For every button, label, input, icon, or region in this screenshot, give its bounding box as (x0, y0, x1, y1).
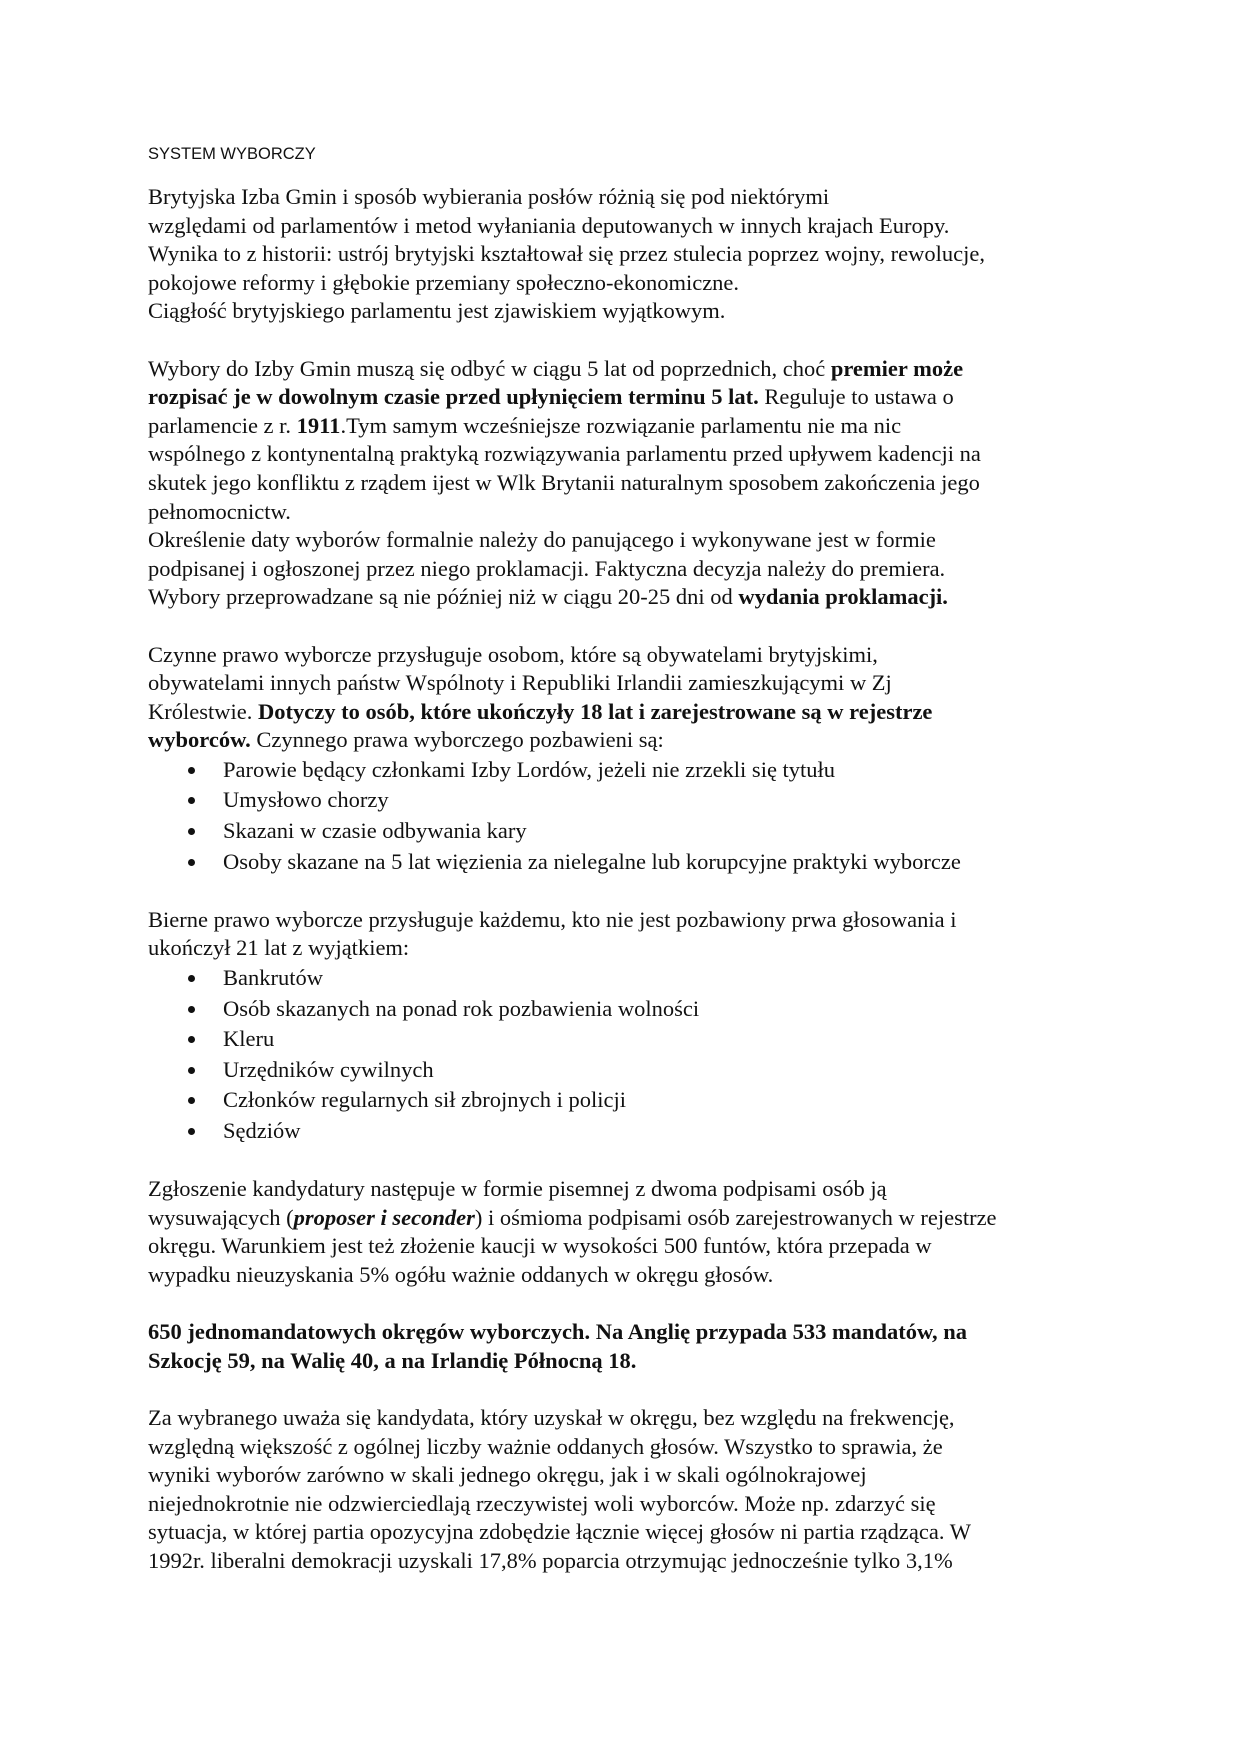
text-line: 650 jednomandatowych okręgów wyborczych. Na Anglię przypada 533 mandatów, na (148, 1319, 967, 1345)
paragraph-active-voting-rights (148, 641, 1098, 755)
text-line: podpisanej i ogłoszonej przez niego proklamacji. Faktyczna decyzja należy do premiera. (148, 555, 946, 581)
bold-italic-text-segment: proposer i seconder (293, 1204, 475, 1230)
text-segment: parlamencie z r. (148, 412, 297, 438)
bold-text-segment: Dotyczy to osób, które ukończyły 18 lat i zarejestrowane są w rejestrze (257, 698, 933, 724)
list-item: Kleru (148, 1024, 1098, 1055)
list-item: Parowie będący członkami Izby Lordów, jeżeli nie zrzekli się tytułu (148, 755, 1098, 786)
text-line: Bierne prawo wyborcze przysługuje każdemu, kto nie jest pozbawiony prwa głosowania i (148, 906, 957, 932)
text-segment: wysuwających ( (148, 1204, 294, 1230)
text-segment: Królestwie. (148, 698, 258, 724)
text-segment: ) i ośmioma podpisami osób zarejestrowanych w rejestrze (474, 1204, 997, 1230)
list-item: Umysłowo chorzy (148, 785, 1098, 816)
paragraph-election-timing (148, 355, 1098, 612)
bold-text-segment: wyborców. (148, 727, 251, 753)
text-line: 1992r. liberalni demokracji uzyskali 17,8% poparcia otrzymując jednocześnie tylko 3,1% (148, 1547, 953, 1573)
text-line: obywatelami innych państw Wspólnoty i Republiki Irlandii zamieszkującymi w Zj (148, 670, 892, 696)
paragraph-constituencies (148, 1318, 1098, 1375)
text-line: pokojowe reformy i głębokie przemiany społeczno-ekonomiczne. (148, 269, 740, 295)
list-item: Osoby skazane na 5 lat więzienia za nielegalne lub korupcyjne praktyki wyborcze (148, 847, 1098, 878)
text-line: Wynika to z historii: ustrój brytyjski kształtował się przez stulecia poprzez wojny, rewolucje, (148, 241, 985, 267)
text-line: skutek jego konfliktu z rządem ijest w Wlk Brytanii naturalnym sposobem zakończenia jego (148, 469, 980, 495)
bold-text-segment: 1911 (296, 412, 341, 438)
text-line: Zgłoszenie kandydatury następuje w formie pisemnej z dwoma podpisami osób ją (148, 1176, 887, 1202)
text-line: wspólnego z kontynentalną praktyką rozwiązywania parlamentu przed upływem kadencji na (148, 441, 981, 467)
text-line: Za wybranego uważa się kandydata, który uzyskał w okręgu, bez względu na frekwencję, (148, 1404, 955, 1430)
text-line: Szkocję 59, na Walię 40, a na Irlandię Północną 18. (148, 1347, 637, 1373)
list-item: Urzędników cywilnych (148, 1055, 1098, 1086)
list-item: Sędziów (148, 1116, 1098, 1147)
document-page (148, 143, 1098, 1576)
text-line: pełnomocnictw. (148, 498, 291, 524)
paragraph-passive-voting-rights (148, 906, 1098, 963)
text-line: względną większość z ogólnej liczby ważnie oddanych głosów. Wszystko to sprawia, że (148, 1433, 943, 1459)
text-line: sytuacja, w której partia opozycyjna zdobędzie łącznie więcej głosów ni partia rządząca. W (148, 1519, 971, 1545)
list-item: Skazani w czasie odbywania kary (148, 816, 1098, 847)
bold-text-segment: rozpisać je w dowolnym czasie przed upłynięciem terminu 5 lat. (148, 384, 759, 410)
text-line: niejednokrotnie nie odzwierciedlają rzeczywistej woli wyborców. Może np. zdarzyć się (148, 1490, 936, 1516)
list-item: Bankrutów (148, 963, 1098, 994)
list-item: Osób skazanych na ponad rok pozbawienia wolności (148, 994, 1098, 1025)
text-line: ukończył 21 lat z wyjątkiem: (148, 935, 410, 961)
text-segment: Reguluje to ustawa o (758, 384, 954, 410)
text-line: okręgu. Warunkiem jest też złożenie kaucji w wysokości 500 funtów, która przepada w (148, 1233, 932, 1259)
text-segment: Wybory przeprowadzane są nie później niż w ciągu 20-25 dni od (148, 584, 739, 610)
document-title: SYSTEM WYBORCZY (148, 145, 316, 163)
text-line: względami od parlamentów i metod wyłaniania deputowanych w innych krajach Europy. (148, 212, 950, 238)
bold-text-segment: premier może (830, 355, 964, 381)
text-line: Określenie daty wyborów formalnie należy do panującego i wykonywane jest w formie (148, 527, 936, 553)
list-item: Członków regularnych sił zbrojnych i policji (148, 1085, 1098, 1116)
text-segment: Czynnego prawa wyborczego pozbawieni są: (250, 727, 664, 753)
paragraph-candidacy (148, 1175, 1098, 1289)
list-deprived-active-rights (148, 755, 1098, 877)
text-line: wyniki wyborów zarówno w skali jednego okręgu, jak i w skali ogólnokrajowej (148, 1462, 867, 1488)
text-line: Czynne prawo wyborcze przysługuje osobom, które są obywatelami brytyjskimi, (148, 641, 878, 667)
text-segment: .Tym samym wcześniejsze rozwiązanie parlamentu nie ma nic (340, 412, 902, 438)
text-line: Ciągłość brytyjskiego parlamentu jest zjawiskiem wyjątkowym. (148, 298, 726, 324)
bold-text-segment: wydania proklamacji. (738, 584, 948, 610)
text-segment: Wybory do Izby Gmin muszą się odbyć w ciągu 5 lat od poprzednich, choć (148, 355, 831, 381)
paragraph-election-results (148, 1404, 1098, 1576)
text-line: wypadku nieuzyskania 5% ogółu ważnie oddanych w okręgu głosów. (148, 1261, 774, 1287)
paragraph-introduction (148, 183, 1098, 326)
text-line: Brytyjska Izba Gmin i sposób wybierania posłów różnią się pod niektórymi (148, 184, 830, 209)
list-passive-rights-exceptions (148, 963, 1098, 1147)
